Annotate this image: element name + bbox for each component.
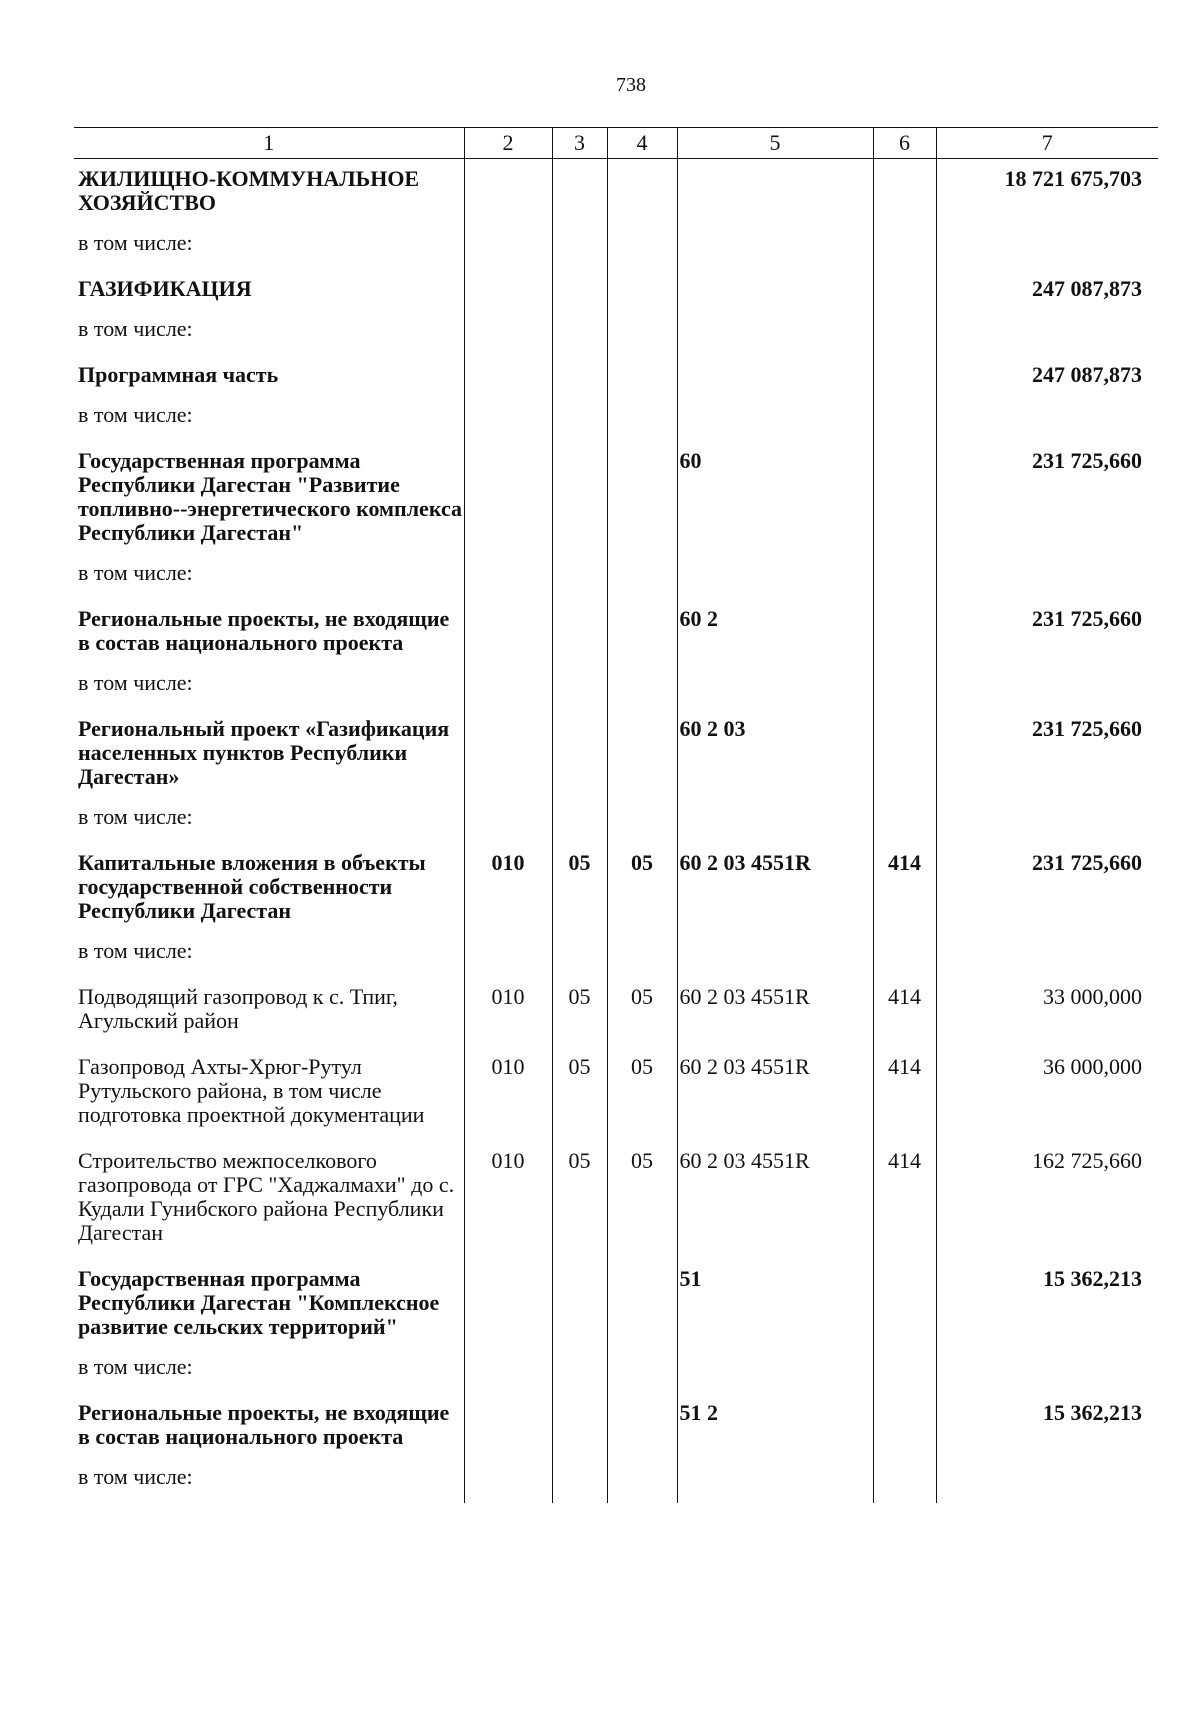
column-header-5: 5 (677, 128, 873, 159)
table-row (74, 159, 1158, 230)
row-expense-type (873, 1463, 936, 1503)
row-subsection-code (552, 937, 607, 977)
row-subsection-code: 05 (552, 977, 607, 1047)
row-section-code (464, 441, 552, 559)
row-target-article: 51 2 (677, 1393, 873, 1463)
row-subsection-code-2: 05 (607, 843, 677, 937)
row-section-code: 010 (464, 977, 552, 1047)
row-subsection-code-2 (607, 159, 677, 230)
row-expense-type (873, 441, 936, 559)
row-subsection-code-2 (607, 401, 677, 441)
row-target-article: 60 2 03 4551R (677, 977, 873, 1047)
row-name: Государственная программа Республики Дагестан "Комплексное развитие сельских территорий" (78, 1266, 440, 1339)
row-amount: 33 000,000 (936, 977, 1158, 1047)
row-target-article (677, 269, 873, 315)
row-subsection-code (552, 441, 607, 559)
row-subsection-code (552, 559, 607, 599)
row-target-article (677, 159, 873, 230)
row-amount: 231 725,660 (936, 843, 1158, 937)
row-subsection-code (552, 1353, 607, 1393)
row-expense-type (873, 1393, 936, 1463)
row-target-article (677, 315, 873, 355)
row-amount (936, 803, 1158, 843)
table-row (74, 1353, 1158, 1393)
row-name: Программная часть (78, 362, 279, 387)
column-header-2: 2 (464, 128, 552, 159)
row-target-article (677, 1353, 873, 1393)
row-name: в том числе: (78, 402, 193, 427)
row-target-article (677, 559, 873, 599)
row-target-article (677, 1463, 873, 1503)
row-subsection-code (552, 599, 607, 669)
row-subsection-code: 05 (552, 1047, 607, 1141)
table-row (74, 401, 1158, 441)
row-section-code (464, 1393, 552, 1463)
row-subsection-code-2 (607, 1393, 677, 1463)
row-subsection-code (552, 229, 607, 269)
row-target-article: 51 (677, 1259, 873, 1353)
row-amount: 15 362,213 (936, 1259, 1158, 1353)
row-section-code (464, 559, 552, 599)
row-subsection-code (552, 269, 607, 315)
row-subsection-code (552, 1463, 607, 1503)
row-amount: 231 725,660 (936, 441, 1158, 559)
table-row (74, 1393, 1158, 1463)
row-amount: 247 087,873 (936, 269, 1158, 315)
row-expense-type (873, 401, 936, 441)
row-subsection-code-2 (607, 599, 677, 669)
table-row (74, 803, 1158, 843)
row-expense-type (873, 315, 936, 355)
row-subsection-code (552, 159, 607, 230)
row-amount: 162 725,660 (936, 1141, 1158, 1259)
row-subsection-code (552, 401, 607, 441)
row-expense-type (873, 1353, 936, 1393)
row-name: в том числе: (78, 316, 193, 341)
row-expense-type: 414 (873, 1047, 936, 1141)
table-body (74, 159, 1158, 1504)
row-section-code (464, 1353, 552, 1393)
row-target-article (677, 937, 873, 977)
table-row (74, 1259, 1158, 1353)
row-expense-type: 414 (873, 1141, 936, 1259)
row-section-code: 010 (464, 1141, 552, 1259)
table-row (74, 669, 1158, 709)
table-row (74, 315, 1158, 355)
row-subsection-code-2 (607, 355, 677, 401)
row-subsection-code: 05 (552, 1141, 607, 1259)
row-target-article (677, 401, 873, 441)
table-row (74, 1463, 1158, 1503)
row-subsection-code-2 (607, 441, 677, 559)
page-number: 738 (616, 74, 646, 96)
row-target-article: 60 2 03 (677, 709, 873, 803)
column-header-6: 6 (873, 128, 936, 159)
row-section-code (464, 669, 552, 709)
row-name: в том числе: (78, 230, 193, 255)
row-name: в том числе: (78, 938, 193, 963)
row-name: Строительство межпоселкового газопровода от ГРС "Хаджалмахи" до с. Кудали Гунибского района Республики Дагестан (78, 1148, 455, 1245)
row-subsection-code (552, 315, 607, 355)
row-expense-type (873, 159, 936, 230)
row-amount (936, 401, 1158, 441)
row-section-code: 010 (464, 843, 552, 937)
row-amount: 247 087,873 (936, 355, 1158, 401)
row-subsection-code-2 (607, 1463, 677, 1503)
row-expense-type: 414 (873, 843, 936, 937)
row-subsection-code-2 (607, 1353, 677, 1393)
row-subsection-code-2 (607, 803, 677, 843)
row-subsection-code (552, 669, 607, 709)
row-target-article: 60 (677, 441, 873, 559)
row-name: Подводящий газопровод к с. Тпиг, Агульский район (78, 984, 398, 1033)
row-section-code (464, 269, 552, 315)
row-subsection-code-2: 05 (607, 1047, 677, 1141)
column-header-4: 4 (607, 128, 677, 159)
row-section-code (464, 1463, 552, 1503)
row-section-code (464, 599, 552, 669)
row-subsection-code-2 (607, 709, 677, 803)
column-header-1: 1 (74, 128, 464, 159)
row-subsection-code-2 (607, 669, 677, 709)
row-target-article: 60 2 (677, 599, 873, 669)
row-section-code (464, 1259, 552, 1353)
row-amount (936, 937, 1158, 977)
row-subsection-code-2 (607, 229, 677, 269)
table-row (74, 1141, 1158, 1259)
row-section-code (464, 803, 552, 843)
table-row (74, 843, 1158, 937)
row-target-article (677, 669, 873, 709)
column-header-3: 3 (552, 128, 607, 159)
row-expense-type (873, 599, 936, 669)
row-name: в том числе: (78, 560, 193, 585)
row-name: в том числе: (78, 1354, 193, 1379)
row-target-article (677, 803, 873, 843)
row-subsection-code-2 (607, 559, 677, 599)
row-name: Газопровод Ахты-Хрюг-Рутул Рутульского района, в том числе подготовка проектной документации (78, 1054, 425, 1127)
row-expense-type (873, 937, 936, 977)
row-amount: 15 362,213 (936, 1393, 1158, 1463)
row-expense-type (873, 803, 936, 843)
row-subsection-code (552, 1393, 607, 1463)
row-amount (936, 1463, 1158, 1503)
row-expense-type (873, 269, 936, 315)
row-subsection-code-2: 05 (607, 977, 677, 1047)
row-section-code: 010 (464, 1047, 552, 1141)
row-target-article: 60 2 03 4551R (677, 1141, 873, 1259)
row-name: в том числе: (78, 804, 193, 829)
row-amount (936, 229, 1158, 269)
row-expense-type (873, 1259, 936, 1353)
row-subsection-code: 05 (552, 843, 607, 937)
row-section-code (464, 401, 552, 441)
row-section-code (464, 709, 552, 803)
row-name: ГАЗИФИКАЦИЯ (78, 276, 252, 301)
row-name: ЖИЛИЩНО-КОММУНАЛЬНОЕ ХОЗЯЙСТВО (78, 166, 420, 215)
column-number-header (74, 128, 1158, 159)
table-row (74, 441, 1158, 559)
row-name: Региональный проект «Газификация населенных пунктов Республики Дагестан» (78, 716, 450, 789)
table-row (74, 977, 1158, 1047)
row-name: в том числе: (78, 670, 193, 695)
row-amount (936, 669, 1158, 709)
row-section-code (464, 159, 552, 230)
table-row (74, 355, 1158, 401)
row-expense-type (873, 229, 936, 269)
row-expense-type: 414 (873, 977, 936, 1047)
row-target-article (677, 229, 873, 269)
row-target-article (677, 355, 873, 401)
row-name: Региональные проекты, не входящие в состав национального проекта (78, 1400, 450, 1449)
row-subsection-code-2 (607, 269, 677, 315)
column-header-7: 7 (936, 128, 1158, 159)
row-section-code (464, 355, 552, 401)
row-subsection-code-2: 05 (607, 1141, 677, 1259)
table-row (74, 937, 1158, 977)
row-name: Капитальные вложения в объекты государственной собственности Республики Дагестан (78, 850, 426, 923)
row-subsection-code-2 (607, 937, 677, 977)
row-name: Региональные проекты, не входящие в состав национального проекта (78, 606, 450, 655)
row-subsection-code (552, 803, 607, 843)
row-expense-type (873, 709, 936, 803)
budget-table (74, 127, 1158, 1503)
row-subsection-code (552, 1259, 607, 1353)
row-section-code (464, 229, 552, 269)
row-subsection-code-2 (607, 1259, 677, 1353)
row-expense-type (873, 669, 936, 709)
row-expense-type (873, 355, 936, 401)
table-row (74, 599, 1158, 669)
row-amount: 18 721 675,703 (936, 159, 1158, 230)
table-row (74, 1047, 1158, 1141)
row-amount: 36 000,000 (936, 1047, 1158, 1141)
table-row (74, 229, 1158, 269)
row-subsection-code (552, 709, 607, 803)
row-subsection-code-2 (607, 315, 677, 355)
row-section-code (464, 315, 552, 355)
table-row (74, 269, 1158, 315)
row-name: Государственная программа Республики Дагестан "Развитие топливно--энергетического комплекса Республики Дагестан" (78, 448, 462, 545)
row-section-code (464, 937, 552, 977)
row-amount (936, 315, 1158, 355)
table-row (74, 709, 1158, 803)
row-target-article: 60 2 03 4551R (677, 1047, 873, 1141)
row-amount (936, 1353, 1158, 1393)
row-amount (936, 559, 1158, 599)
row-amount: 231 725,660 (936, 599, 1158, 669)
row-amount: 231 725,660 (936, 709, 1158, 803)
row-expense-type (873, 559, 936, 599)
row-name: в том числе: (78, 1464, 193, 1489)
row-subsection-code (552, 355, 607, 401)
table-row (74, 559, 1158, 599)
row-target-article: 60 2 03 4551R (677, 843, 873, 937)
